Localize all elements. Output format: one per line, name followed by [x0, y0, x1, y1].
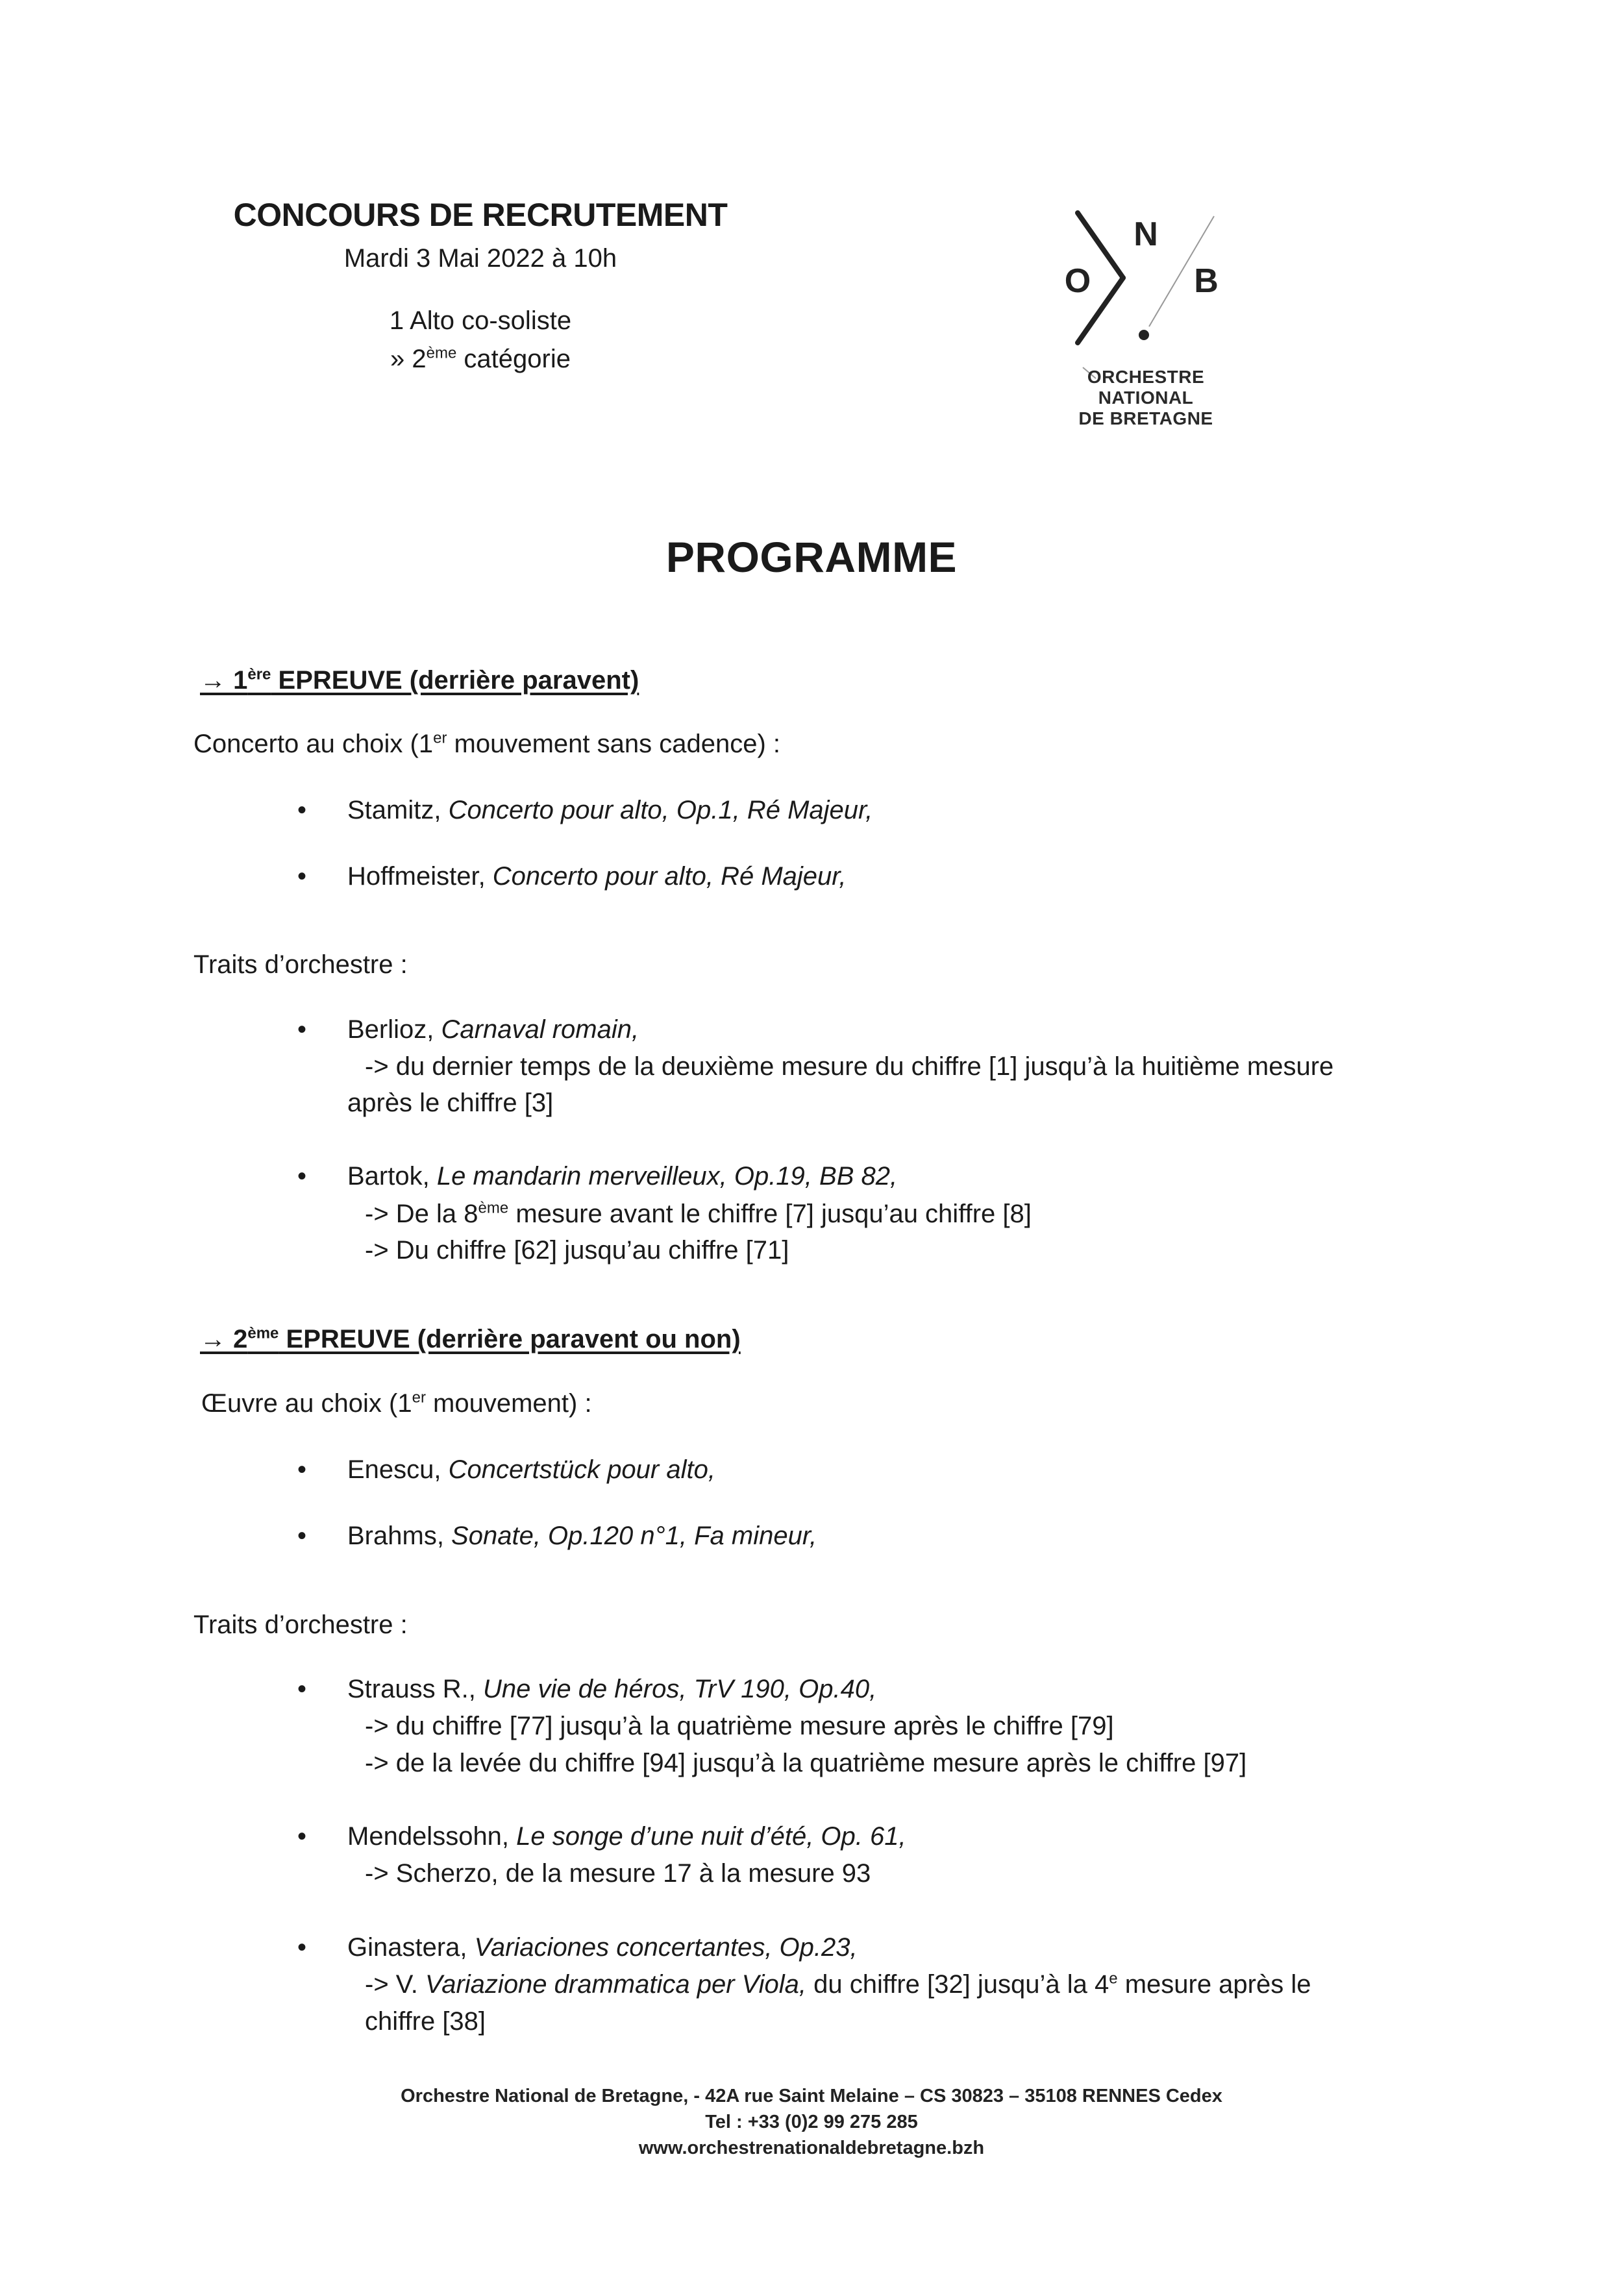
list-item: Hoffmeister, Concerto pour alto, Ré Majeur, — [347, 862, 847, 891]
excerpt-detail: -> du chiffre [77] jusqu’à la quatrième mesure après le chiffre [79] — [365, 1712, 1114, 1740]
bullet-icon: • — [297, 1522, 307, 1550]
audition-date: Mardi 3 Mai 2022 à 10h — [343, 244, 617, 273]
excerpt-detail: -> du dernier temps de la deuxième mesure du chiffre [1] jusqu’à la huitième mesure — [365, 1052, 1334, 1081]
excerpt-detail: après le chiffre [3] — [347, 1089, 554, 1117]
excerpt-detail: -> Scherzo, de la mesure 17 à la mesure 93 — [365, 1859, 871, 1888]
list-item: Bartok, Le mandarin merveilleux, Op.19, BB 82, — [347, 1162, 898, 1191]
position-category: » 2ème catégorie — [390, 344, 571, 373]
round1-heading: → 1ère EPREUVE (derrière paravent) — [200, 665, 639, 695]
logo-line-3: DE BRETAGNE — [1078, 408, 1213, 428]
round1-concerto-intro: Concerto au choix (1er mouvement sans cadence) : — [193, 729, 781, 758]
excerpt-detail: -> V. Variazione drammatica per Viola, du chiffre [32] jusqu’à la 4e mesure après le — [365, 1969, 1311, 1999]
logo-letter-o: O — [1065, 262, 1091, 300]
list-item: Stamitz, Concerto pour alto, Op.1, Ré Majeur, — [347, 796, 873, 824]
bullet-icon: • — [297, 1822, 307, 1851]
bullet-icon: • — [297, 796, 307, 824]
list-item: Brahms, Sonate, Op.120 n°1, Fa mineur, — [347, 1522, 817, 1550]
logo-letter-b: B — [1194, 262, 1219, 300]
programme-title: PROGRAMME — [665, 533, 958, 581]
bullet-icon: • — [297, 1455, 307, 1484]
logo-letter-n: N — [1134, 216, 1158, 253]
round2-excerpts-intro: Traits d’orchestre : — [193, 1611, 408, 1639]
bullet-icon: • — [297, 862, 307, 891]
logo-line-2: NATIONAL — [1098, 388, 1194, 408]
excerpt-detail: -> De la 8ème mesure avant le chiffre [7] jusqu’au chiffre [8] — [365, 1199, 1032, 1228]
excerpt-detail: -> Du chiffre [62] jusqu’au chiffre [71] — [365, 1236, 789, 1265]
bullet-icon: • — [297, 1162, 307, 1191]
logo-line-1: ORCHESTRE — [1087, 367, 1205, 387]
bullet-icon: • — [297, 1675, 307, 1703]
list-item: Enescu, Concertstück pour alto, — [347, 1455, 715, 1484]
list-item: Strauss R., Une vie de héros, TrV 190, Op.40, — [347, 1675, 877, 1703]
list-item: Berlioz, Carnaval romain, — [347, 1015, 639, 1044]
recruitment-title: CONCOURS DE RECRUTEMENT — [233, 197, 728, 233]
footer-website[interactable]: www.orchestrenationaldebretagne.bzh — [638, 2138, 985, 2158]
excerpt-detail: -> de la levée du chiffre [94] jusqu’à la quatrième mesure après le chiffre [97] — [365, 1749, 1247, 1777]
logo-wordmark — [1032, 367, 1259, 429]
footer-phone: Tel : +33 (0)2 99 275 285 — [705, 2112, 918, 2132]
bullet-icon: • — [297, 1933, 307, 1962]
bullet-icon: • — [297, 1015, 307, 1044]
round2-works-intro: Œuvre au choix (1er mouvement) : — [201, 1389, 592, 1418]
position-title: 1 Alto co-soliste — [389, 306, 572, 335]
list-item: Ginastera, Variaciones concertantes, Op.23, — [347, 1933, 858, 1962]
round2-heading: → 2ème EPREUVE (derrière paravent ou non) — [200, 1324, 741, 1353]
list-item: Mendelssohn, Le songe d’une nuit d’été, Op. 61, — [347, 1822, 906, 1851]
footer-address: Orchestre National de Bretagne, - 42A rue Saint Melaine – CS 30823 – 35108 RENNES Cedex — [401, 2086, 1222, 2106]
excerpt-detail: chiffre [38] — [365, 2007, 486, 2036]
round1-excerpts-intro: Traits d’orchestre : — [193, 950, 408, 979]
